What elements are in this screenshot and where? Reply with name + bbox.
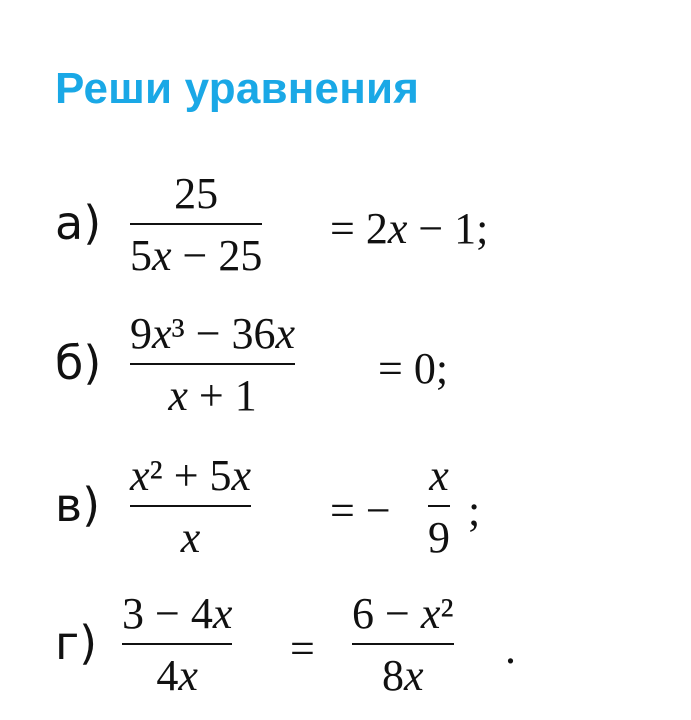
numerator: 3 − 4x [122,589,233,638]
fraction-bar [428,505,450,507]
problem-label: в) [55,478,101,532]
numerator: x² + 5x [130,451,252,500]
denominator: 9 [428,513,450,562]
denominator: x + 1 [168,371,257,420]
rhs-prefix: = − [330,486,391,535]
fraction [130,452,251,562]
fraction [130,170,262,280]
denominator: 5x − 25 [130,231,263,280]
rhs-fraction [428,452,450,562]
right-hand-side: = 0; [378,344,449,393]
numerator: 6 − x² [352,589,454,638]
denominator: x [180,513,201,562]
rhs-suffix: ; [468,486,481,535]
denominator: 4x [156,651,198,700]
problem-label: б) [55,336,102,390]
problem-label: а) [55,196,102,250]
fraction [130,310,295,420]
rhs-prefix: = [290,624,315,673]
numerator: x [429,451,449,500]
rhs-suffix: . [505,624,516,673]
fraction-bar [122,643,232,645]
rhs-fraction [352,590,454,700]
fraction [122,590,232,700]
problem-label: г) [55,616,98,670]
numerator: 25 [174,169,219,218]
right-hand-side: = 2x − 1; [330,204,489,253]
fraction-bar [352,643,454,645]
page-title: Реши уравнения [55,64,420,113]
fraction-bar [130,223,262,225]
fraction-bar [130,505,251,507]
numerator: 9x³ − 36x [130,309,296,358]
denominator: 8x [382,651,424,700]
fraction-bar [130,363,295,365]
